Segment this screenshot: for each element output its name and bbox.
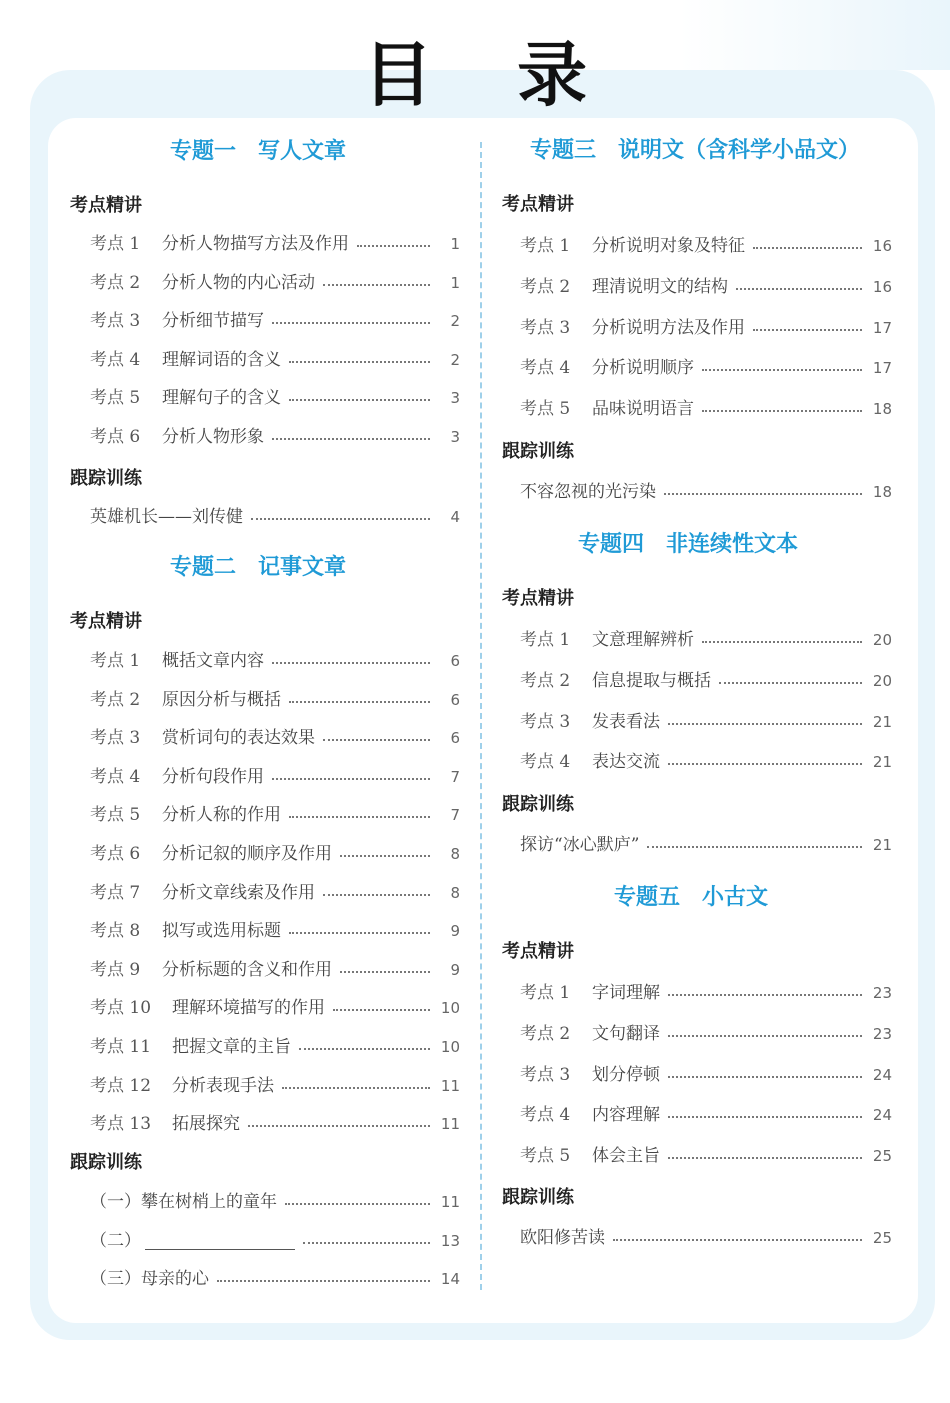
entry-title: 理解环境描写的作用: [172, 998, 325, 1019]
page-number: 25: [872, 1229, 892, 1247]
page-number: 2: [450, 350, 460, 369]
entry-title: 分析表现手法: [172, 1075, 274, 1096]
entry-title: 分析标题的含义和作用: [162, 959, 332, 980]
page-number: 24: [872, 1065, 892, 1084]
entry-label: 考点 1: [90, 234, 141, 254]
page-number: 20: [872, 671, 892, 690]
page-number: 14: [440, 1270, 460, 1289]
entry-title: 分析说明方法及作用: [592, 317, 745, 338]
entry-title: 理解词语的含义: [162, 349, 281, 370]
toc-entry[interactable]: [90, 724, 460, 752]
toc-entry[interactable]: [520, 748, 892, 776]
topic-number: 专题一: [170, 139, 237, 164]
page-number: 9: [450, 960, 460, 979]
entry-label: 考点 13: [90, 1114, 152, 1135]
toc-entry[interactable]: [90, 879, 460, 907]
dot-leader: [702, 369, 862, 371]
entry-label: 考点 4: [90, 349, 141, 370]
entry-label: 考点 5: [520, 1146, 571, 1167]
dot-leader: [668, 723, 862, 725]
toc-entry[interactable]: [90, 1110, 460, 1138]
dot-leader: [323, 894, 430, 896]
page-number: 11: [440, 1115, 460, 1134]
dot-leader: [217, 1280, 430, 1282]
entry-label: 考点 2: [90, 689, 141, 710]
dot-leader: [272, 322, 430, 324]
topic-heading: [530, 136, 860, 166]
entry-title: 信息提取与概括: [592, 670, 711, 691]
section-heading: 跟踪训练: [70, 468, 142, 489]
toc-entry[interactable]: [90, 840, 460, 868]
entry-title: 不容忽视的光污染: [520, 482, 656, 502]
blank-line: [145, 1231, 295, 1250]
entry-title: 发表看法: [592, 711, 660, 732]
toc-entry[interactable]: [520, 232, 892, 260]
toc-entry[interactable]: [90, 686, 460, 714]
toc-entry[interactable]: [90, 346, 460, 374]
entry-title: 拓展探究: [172, 1114, 240, 1135]
section-heading: 考点精讲: [70, 611, 142, 632]
page-number: 7: [450, 767, 460, 786]
entry-title: 分析说明对象及特征: [592, 236, 745, 256]
entry-title: 赏析词句的表达效果: [162, 728, 315, 749]
dot-leader: [668, 994, 862, 996]
page-number: 23: [872, 984, 892, 1002]
page-number: 7: [450, 806, 460, 825]
entry-label: 考点 4: [520, 358, 571, 379]
entry-label: 考点 4: [520, 752, 571, 773]
dot-leader: [702, 641, 862, 643]
toc-entry[interactable]: [520, 667, 892, 695]
page-number: 13: [440, 1231, 460, 1250]
entry-label: 考点 12: [90, 1075, 152, 1096]
page-number: 1: [450, 273, 460, 292]
dot-leader: [668, 1116, 862, 1118]
toc-entry[interactable]: [520, 979, 892, 1007]
entry-label: 考点 8: [90, 921, 141, 942]
toc-entry[interactable]: [520, 708, 892, 736]
toc-entry[interactable]: [90, 384, 460, 412]
page-number: 3: [450, 428, 460, 446]
section-heading: 考点精讲: [502, 588, 574, 609]
topic-name: 非连续性文本: [666, 532, 799, 557]
toc-entry[interactable]: [90, 503, 460, 531]
toc-entry[interactable]: [520, 1020, 892, 1048]
page-number: 2: [450, 312, 460, 331]
dot-leader: [647, 846, 862, 848]
dot-leader: [299, 1048, 430, 1050]
dot-leader: [323, 739, 430, 741]
entry-title: 文意理解辨析: [592, 630, 694, 650]
toc-entry[interactable]: [520, 1224, 892, 1252]
entry-label: 考点 2: [520, 276, 571, 297]
entry-label: 考点 3: [520, 317, 571, 338]
toc-entry[interactable]: [520, 314, 892, 342]
page-number: 17: [872, 359, 892, 378]
entry-label: 考点 11: [90, 1037, 152, 1057]
toc-entry[interactable]: [90, 1265, 460, 1293]
entry-label: 考点 3: [90, 311, 141, 332]
dot-leader: [289, 932, 430, 934]
dot-leader: [702, 410, 862, 412]
topic-name: 说明文（含科学小品文）: [618, 138, 861, 163]
dot-leader: [289, 399, 430, 401]
section-heading: 跟踪训练: [502, 794, 574, 815]
page-number: 3: [450, 389, 460, 408]
page-number: 10: [440, 1038, 460, 1056]
entry-title: 划分停顿: [592, 1064, 660, 1085]
entry-title: 分析文章线索及作用: [162, 882, 315, 903]
page-number: 16: [872, 277, 892, 296]
topic-heading: [170, 553, 346, 583]
entry-label: 考点 1: [520, 630, 571, 650]
page-number: 21: [872, 836, 892, 854]
toc-entry[interactable]: [520, 1142, 892, 1170]
entry-label: 考点 3: [520, 1064, 571, 1085]
entry-title: （一）攀在树梢上的童年: [90, 1192, 277, 1212]
section-heading: 跟踪训练: [502, 1187, 574, 1208]
toc-entry[interactable]: [90, 1033, 460, 1061]
dot-leader: [719, 682, 862, 684]
entry-title: 字词理解: [592, 983, 660, 1003]
entry-title: 体会主旨: [592, 1146, 660, 1167]
toc-entry[interactable]: [90, 423, 460, 451]
topic-heading: [614, 883, 768, 913]
toc-entry[interactable]: [520, 1061, 892, 1089]
page-number: 17: [872, 318, 892, 337]
entry-title: 分析说明顺序: [592, 358, 694, 379]
entry-label: 考点 6: [90, 427, 141, 447]
toc-entry[interactable]: [520, 354, 892, 382]
section-heading: 考点精讲: [502, 941, 574, 962]
toc-entry[interactable]: [90, 956, 460, 984]
page-number: 25: [872, 1147, 892, 1166]
dot-leader: [753, 329, 862, 331]
entry-label: 考点 7: [90, 882, 141, 903]
toc-entry[interactable]: [90, 230, 460, 258]
page-number: 8: [450, 883, 460, 902]
toc-entry[interactable]: [520, 478, 892, 506]
page-number: 11: [440, 1193, 460, 1211]
entry-label: 考点 5: [90, 805, 141, 826]
toc-entry[interactable]: [90, 917, 460, 945]
page-number: 20: [872, 631, 892, 649]
section-heading: 跟踪训练: [502, 441, 574, 462]
toc-entry[interactable]: [520, 395, 892, 423]
dot-leader: [272, 438, 430, 440]
entry-title: 理解句子的含义: [162, 388, 281, 409]
toc-entry[interactable]: [520, 273, 892, 301]
section-heading: 考点精讲: [70, 195, 142, 216]
entry-title: 品味说明语言: [592, 399, 694, 420]
dot-leader: [303, 1242, 430, 1244]
entry-title: 内容理解: [592, 1105, 660, 1126]
topic-name: 小古文: [702, 885, 769, 910]
dot-leader: [333, 1009, 430, 1011]
topic-number: 专题四: [578, 532, 645, 557]
entry-label: 考点 1: [520, 983, 571, 1003]
topic-heading: [578, 530, 798, 560]
page-number: 11: [440, 1076, 460, 1095]
dot-leader: [289, 701, 430, 703]
entry-title: 欧阳修苦读: [520, 1228, 605, 1248]
dot-leader: [668, 763, 862, 765]
toc-entry[interactable]: [90, 763, 460, 791]
toc-entry[interactable]: [90, 269, 460, 297]
page-number: 21: [872, 712, 892, 731]
entry-title: （二）: [90, 1230, 141, 1251]
page-number: 6: [450, 690, 460, 709]
entry-title: 英雄机长——刘传健: [90, 507, 243, 527]
page-number: 18: [872, 483, 892, 501]
toc-entry[interactable]: [90, 801, 460, 829]
entry-title: 把握文章的主旨: [172, 1037, 291, 1057]
entry-title: 探访“冰心默庐”: [520, 835, 640, 855]
page-number: 8: [450, 845, 460, 863]
toc-entry[interactable]: [90, 647, 460, 675]
dot-leader: [323, 284, 430, 286]
dot-leader: [668, 1076, 862, 1078]
dot-leader: [282, 1087, 430, 1089]
dot-leader: [668, 1035, 862, 1037]
topic-name: 记事文章: [258, 555, 347, 580]
dot-leader: [357, 245, 430, 247]
entry-label: 考点 4: [90, 766, 141, 787]
dot-leader: [251, 518, 430, 520]
entry-label: 考点 2: [90, 272, 141, 293]
dot-leader: [289, 361, 430, 363]
entry-title: 分析句段作用: [162, 766, 264, 787]
entry-label: 考点 5: [520, 399, 571, 420]
dot-leader: [340, 855, 430, 857]
entry-label: 考点 2: [520, 670, 571, 691]
entry-label: 考点 4: [520, 1105, 571, 1126]
topic-heading: [170, 137, 346, 167]
dot-leader: [289, 816, 430, 818]
page-number: 16: [872, 237, 892, 255]
entry-label: 考点 9: [90, 959, 141, 980]
entry-title: 分析记叙的顺序及作用: [162, 844, 332, 864]
dot-leader: [272, 662, 430, 664]
entry-title: 概括文章内容: [162, 651, 264, 671]
page-number: 9: [450, 922, 460, 941]
toc-entry[interactable]: [90, 307, 460, 335]
page-number: 21: [872, 753, 892, 772]
toc-entry[interactable]: [90, 1188, 460, 1216]
page-number: 23: [872, 1024, 892, 1043]
entry-title: 原因分析与概括: [162, 689, 281, 710]
topic-name: 写人文章: [258, 139, 347, 164]
dot-leader: [753, 247, 862, 249]
page-title: 目 录: [362, 34, 618, 116]
entry-label: 考点 10: [90, 998, 152, 1019]
entry-title: 表达交流: [592, 752, 660, 773]
page-number: 24: [872, 1106, 892, 1125]
page-number: 1: [450, 235, 460, 253]
page-number: 18: [872, 400, 892, 419]
topic-number: 专题三: [530, 138, 597, 163]
entry-label: 考点 6: [90, 844, 141, 864]
toc-entry[interactable]: [90, 1072, 460, 1100]
dot-leader: [668, 1157, 862, 1159]
entry-title: 分析人物的内心活动: [162, 272, 315, 293]
entry-title: 拟写或选用标题: [162, 921, 281, 942]
entry-title: 分析人称的作用: [162, 805, 281, 826]
dot-leader: [340, 971, 430, 973]
toc-entry[interactable]: [90, 994, 460, 1022]
page-number: 10: [440, 999, 460, 1018]
entry-label: 考点 1: [520, 236, 571, 256]
topic-number: 专题二: [170, 555, 237, 580]
section-heading: 跟踪训练: [70, 1152, 142, 1173]
page-number: 6: [450, 729, 460, 748]
dot-leader: [285, 1203, 430, 1205]
entry-title: 文句翻译: [592, 1023, 660, 1044]
page-number: 6: [450, 652, 460, 670]
entry-title: 分析人物形象: [162, 427, 264, 447]
dot-leader: [664, 493, 862, 495]
dot-leader: [613, 1239, 862, 1241]
page-number: 4: [450, 508, 460, 526]
toc-entry[interactable]: [520, 626, 892, 654]
entry-title: 理清说明文的结构: [592, 276, 728, 297]
topic-number: 专题五: [614, 885, 681, 910]
dot-leader: [272, 778, 430, 780]
entry-title: （三）母亲的心: [90, 1269, 209, 1290]
entry-label: 考点 3: [520, 711, 571, 732]
entry-label: 考点 2: [520, 1023, 571, 1044]
toc-entry[interactable]: [520, 1101, 892, 1129]
section-heading: 考点精讲: [502, 194, 574, 215]
entry-title: 分析人物描写方法及作用: [162, 234, 349, 254]
toc-entry[interactable]: [520, 831, 892, 859]
entry-title: 分析细节描写: [162, 311, 264, 332]
toc-entry[interactable]: [90, 1227, 460, 1255]
dot-leader: [736, 288, 862, 290]
entry-label: 考点 5: [90, 388, 141, 409]
entry-label: 考点 3: [90, 728, 141, 749]
entry-label: 考点 1: [90, 651, 141, 671]
dot-leader: [248, 1125, 430, 1127]
